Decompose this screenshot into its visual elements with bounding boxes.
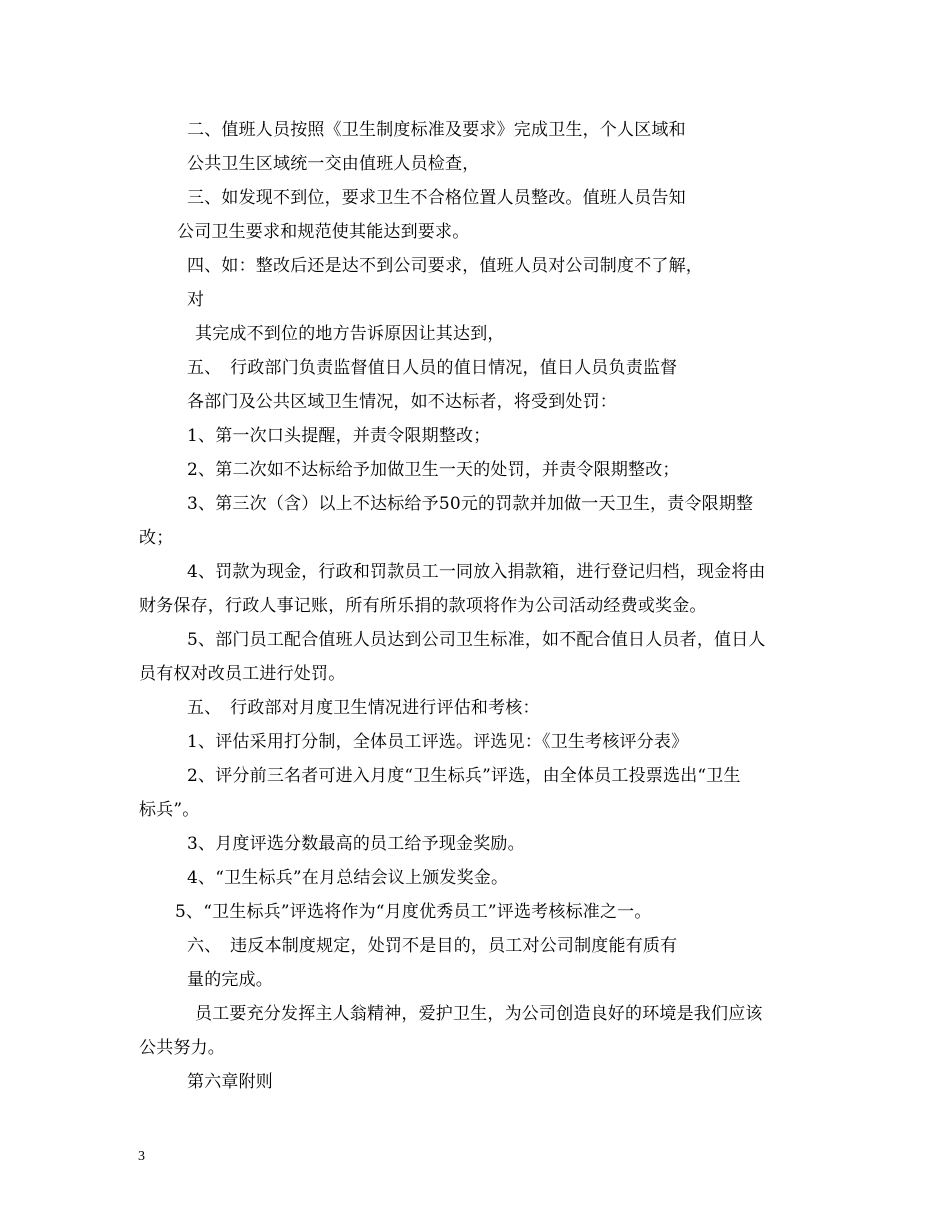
paragraph-line: 3、月度评选分数最高的员工给予现金奖励。 <box>187 834 525 854</box>
paragraph-line: 财务保存，行政人事记账，所有所乐捐的款项将作为公司活动经费或奖金。 <box>139 596 707 616</box>
paragraph-line: 员有权对改员工进行处罚。 <box>139 664 346 684</box>
paragraph-line: 其完成不到位的地方告诉原因让其达到， <box>195 324 505 344</box>
paragraph-line: 1、评估采用打分制，全体员工评选。评选见：《卫生考核评分表》 <box>187 732 689 752</box>
paragraph-line: 五、 行政部门负责监督值日人员的值日情况，值日人员负责监督 <box>187 358 678 378</box>
paragraph-line: 标兵”。 <box>139 800 200 820</box>
paragraph-line: 改； <box>139 528 174 548</box>
paragraph-line: 六、 违反本制度规定，处罚不是目的，员工对公司制度能有质有 <box>187 936 678 956</box>
paragraph-line: 公司卫生要求和规范使其能达到要求。 <box>177 222 470 242</box>
paragraph-line: 2、第二次如不达标给予加做卫生一天的处罚，并责令限期整改； <box>187 460 680 480</box>
paragraph-line: 各部门及公共区域卫生情况，如不达标者，将受到处罚： <box>187 392 617 412</box>
paragraph-line: 3、第三次（含）以上不达标给予50元的罚款并加做一天卫生，责令限期整 <box>187 494 754 514</box>
paragraph-line: 三、如发现不到位，要求卫生不合格位置人员整改。值班人员告知 <box>187 188 686 208</box>
paragraph-line: 4、罚款为现金，行政和罚款员工一同放入捐款箱，进行登记归档，现金将由 <box>187 562 766 582</box>
paragraph-line: 对 <box>187 290 205 310</box>
paragraph-line: 4、“卫生标兵”在月总结会议上颁发奖金。 <box>187 868 509 888</box>
paragraph-line: 员工要充分发挥主人翁精神，爱护卫生，为公司创造良好的环境是我们应该 <box>195 1004 763 1024</box>
paragraph-line: 量的完成。 <box>187 970 273 990</box>
paragraph-line: 5、“卫生标兵”评选将作为“月度优秀员工”评选考核标准之一。 <box>175 902 652 922</box>
paragraph-line: 五、 行政部对月度卫生情况进行评估和考核： <box>187 698 540 718</box>
paragraph-line: 5、部门员工配合值班人员达到公司卫生标准，如不配合值日人员者，值日人 <box>187 630 766 650</box>
chapter-heading: 第六章附则 <box>187 1072 273 1092</box>
paragraph-line: 二、值班人员按照《卫生制度标准及要求》完成卫生，个人区域和 <box>187 120 686 140</box>
paragraph-line: 公共卫生区域统一交由值班人员检查， <box>187 154 480 174</box>
paragraph-line: 四、如：整改后还是达不到公司要求，值班人员对公司制度不了解， <box>187 256 703 276</box>
paragraph-line: 2、评分前三名者可进入月度“卫生标兵”评选，由全体员工投票选出“卫生 <box>187 766 741 786</box>
paragraph-line: 1、第一次口头提醒，并责令限期整改； <box>187 426 491 446</box>
page-number: 3 <box>138 1149 145 1164</box>
paragraph-line: 公共努力。 <box>139 1038 225 1058</box>
